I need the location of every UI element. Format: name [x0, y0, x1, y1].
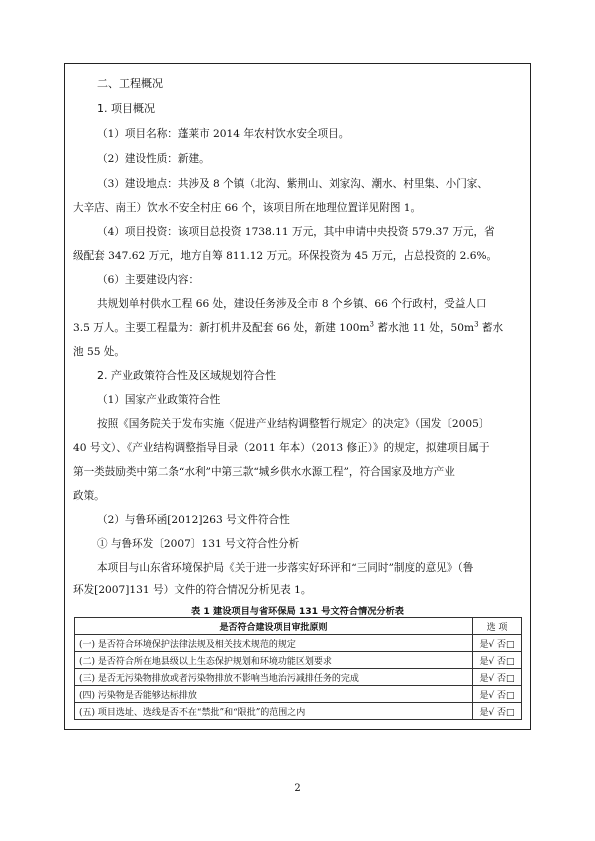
item-location-line2: 大辛店、南王）饮水不安全村庄 66 个，该项目所在地理位置详见附图 1。 [73, 202, 422, 214]
subsection-policy: 2. 产业政策符合性及区域规划符合性 [97, 369, 276, 382]
item-content-line1: 共规划单村供水工程 66 处，建设任务涉及全市 8 个乡镇、66 个行政村，受益人口 [97, 298, 487, 310]
item-project-name: （1）项目名称：蓬莱市 2014 年农村饮水安全项目。 [97, 128, 350, 140]
table-caption: 表 1 建设项目与省环保局 131 号文符合情况分析表 [191, 606, 404, 617]
item-location-line1: （3）建设地点：共涉及 8 个镇（北沟、紫荆山、刘家沟、潮水、村里集、小门家、 [97, 178, 488, 190]
item-content-line3: 池 55 处。 [73, 346, 125, 358]
compliance-table [74, 617, 522, 720]
luhuan-subtitle: ① 与鲁环发〔2007〕131 号文符合性分析 [97, 538, 300, 550]
table-row [75, 703, 522, 720]
table-row [75, 669, 522, 686]
table-row [75, 686, 522, 703]
luhuan-para-line2: 环发[2007]131 号）文件的符合情况分析见表 1。 [73, 584, 312, 596]
choice-cell: 是√ 否□ [473, 703, 522, 720]
policy-para-line1: 按照《国务院关于发布实施〈促进产业结构调整暂行规定〉的决定》（国发〔2005〕 [97, 418, 490, 430]
header-options: 选 项 [473, 618, 522, 635]
item-content-line2: 3.5 万人。主要工程量为：新打机井及配套 66 处，新建 $100m^3$ 蓄水池 11 处，$50m^3$ 蓄水 [73, 320, 504, 334]
choice-cell: 是√ 否□ [473, 669, 522, 686]
policy-para-line4: 政策。 [73, 490, 105, 502]
choice-cell: 是√ 否□ [473, 686, 522, 703]
item-nature: （2）建设性质：新建。 [97, 153, 210, 165]
item-investment-line1: （4）项目投资：该项目总投资 1738.11 万元，其中申请中央投资 579.37 万元，省 [97, 226, 495, 238]
policy-para-line2: 40 号文）、《产业结构调整指导目录（2011 年本）（2013 修正）》的规定，拟建项目属于 [73, 442, 490, 454]
principle-cell: (二) 是否符合所在地县级以上生态保护规划和环境功能区划要求 [75, 652, 473, 669]
table-header-row [75, 618, 522, 635]
principle-cell: (五) 项目选址、选线是否不在“禁批”和“限批”的范围之内 [75, 703, 473, 720]
header-principle: 是否符合建设项目审批原则 [75, 618, 473, 635]
principle-cell: (一) 是否符合环境保护法律法规及相关技术规范的规定 [75, 635, 473, 652]
policy-para-line3: 第一类鼓励类中第二条“水利”中第三款“城乡供水水源工程”，符合国家及地方产业 [73, 466, 455, 478]
luhuan-title: （2）与鲁环函[2012]263 号文件符合性 [97, 514, 290, 526]
luhuan-para-line1: 本项目与山东省环境保护局《关于进一步落实好环评和“三同时”制度的意见》（鲁 [97, 562, 474, 574]
table-row [75, 635, 522, 652]
choice-cell: 是√ 否□ [473, 652, 522, 669]
principle-cell: (四) 污染物是否能够达标排放 [75, 686, 473, 703]
principle-cell: (三) 是否无污染物排放或者污染物排放不影响当地治污减排任务的完成 [75, 669, 473, 686]
item-investment-line2: 级配套 347.62 万元，地方自筹 811.12 万元。环保投资为 45 万元，占总投资的 2.6%。 [73, 250, 498, 262]
subsection-overview: 1. 项目概况 [97, 102, 155, 115]
table-row [75, 652, 522, 669]
page-number: 2 [294, 783, 301, 794]
choice-cell: 是√ 否□ [473, 635, 522, 652]
item-content-title: （6）主要建设内容： [97, 274, 200, 286]
policy-title: （1）国家产业政策符合性 [97, 394, 221, 406]
section-heading: 二、工程概况 [97, 77, 163, 90]
